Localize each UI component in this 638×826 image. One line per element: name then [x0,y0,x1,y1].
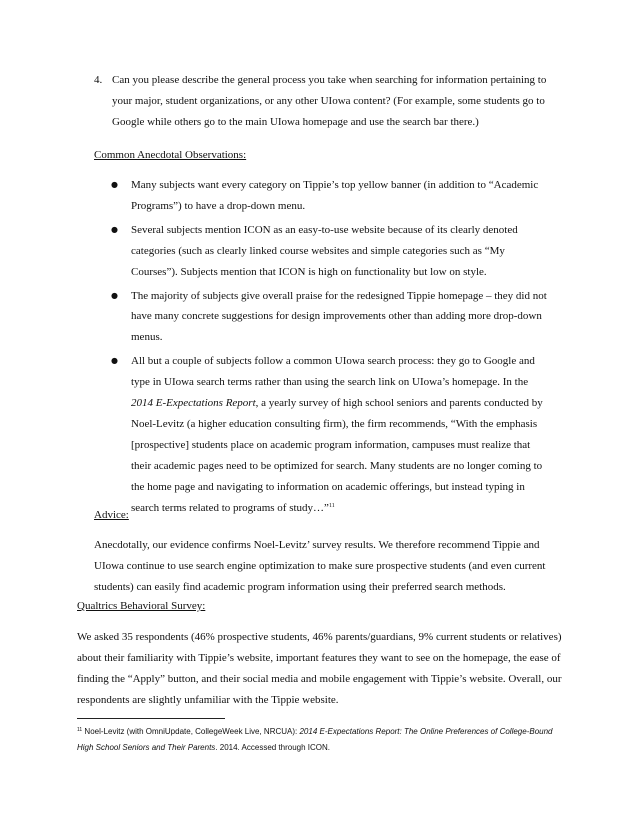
bullet-icon: ● [111,224,118,234]
list-item [111,286,551,349]
list-item [111,220,551,283]
bullet-text-start: All but a couple of subjects follow a common UIowa search process: they go to Google and type in UIowa search terms rather than using the search link on UIowa’s homepage. In the [131,355,535,389]
question-4 [94,70,564,133]
footnote-number: 11 [77,727,83,733]
question-number: 4. [94,74,103,86]
bullet-text-end: , a yearly survey of high school seniors and parents conducted by Noel-Levitz (a higher education consulting firm), the firm recommends, “With the emphasis [prospective] students place on academic program information, campuses must realize that their academic pages need to be optimized for search. Many students are no longer coming to the home page and navigating to information on academic offerings, but instead typing in search terms related to programs of study…” [131,397,543,514]
bullet-text: Many subjects want every category on Tippie’s top yellow banner (in addition to “Academic Programs”) to have a drop-down menu. [131,179,539,212]
bullet-text: The majority of subjects give overall praise for the redesigned Tippie homepage – they did not have many concrete suggestions for design improvements other than adding more drop-down menus. [131,289,547,344]
bullet-icon: ● [111,356,118,366]
footnote-report-title: 2014 E-Expectations Report: The Online Preferences of College-Bound High School Seniors and Their Parents [77,727,553,752]
footnote-text-start: Noel-Levitz (with OmniUpdate, CollegeWeek Live, NRCUA): [82,727,300,736]
footnote-divider [77,718,225,719]
footnote-reference[interactable]: 11 [328,502,335,509]
footnote [77,724,567,756]
question-text: Can you please describe the general process you take when searching for information pertaining to your major, student organizations, or any other UIowa content? (For example, some students go to Google while others go to the main UIowa homepage and use the search bar there.) [112,74,547,128]
qualtrics-text: We asked 35 respondents (46% prospective students, 46% parents/guardians, 9% current students or relatives) about their familiarity with Tippie’s website, important features they want to see on the homepage, the ease of finding the “Apply” button, and their social media and mobile engagement with Tippie’s website. Overall, our respondents are slightly unfamiliar with the Tippie website. [77,631,562,706]
qualtrics-heading: Qualtrics Behavioral Survey: [77,600,206,612]
list-item [111,175,551,217]
bullet-text: Several subjects mention ICON as an easy-to-use website because of its clearly denoted categories (such as clearly linked course websites and simple categories such as “My Courses”). Subjects mention that ICON is high on functionality but low on style. [131,223,518,278]
bullet-icon: ● [111,180,118,189]
advice-heading: Advice: [94,509,129,521]
footnote-text-end: . 2014. Accessed through ICON. [215,743,331,752]
list-item [111,351,551,518]
observations-list [111,175,551,522]
bullet-icon: ● [111,290,118,300]
advice-text: Anecdotally, our evidence confirms Noel-Levitz’ survey results. We therefore recommend Tippie and UIowa continue to use search engine optimization to make sure prospective students (and even current students) can easily find academic program information using their preferred search methods. [94,539,546,593]
common-observations-heading: Common Anecdotal Observations: [94,149,247,161]
report-title: 2014 E-Expectations Report [131,397,256,410]
